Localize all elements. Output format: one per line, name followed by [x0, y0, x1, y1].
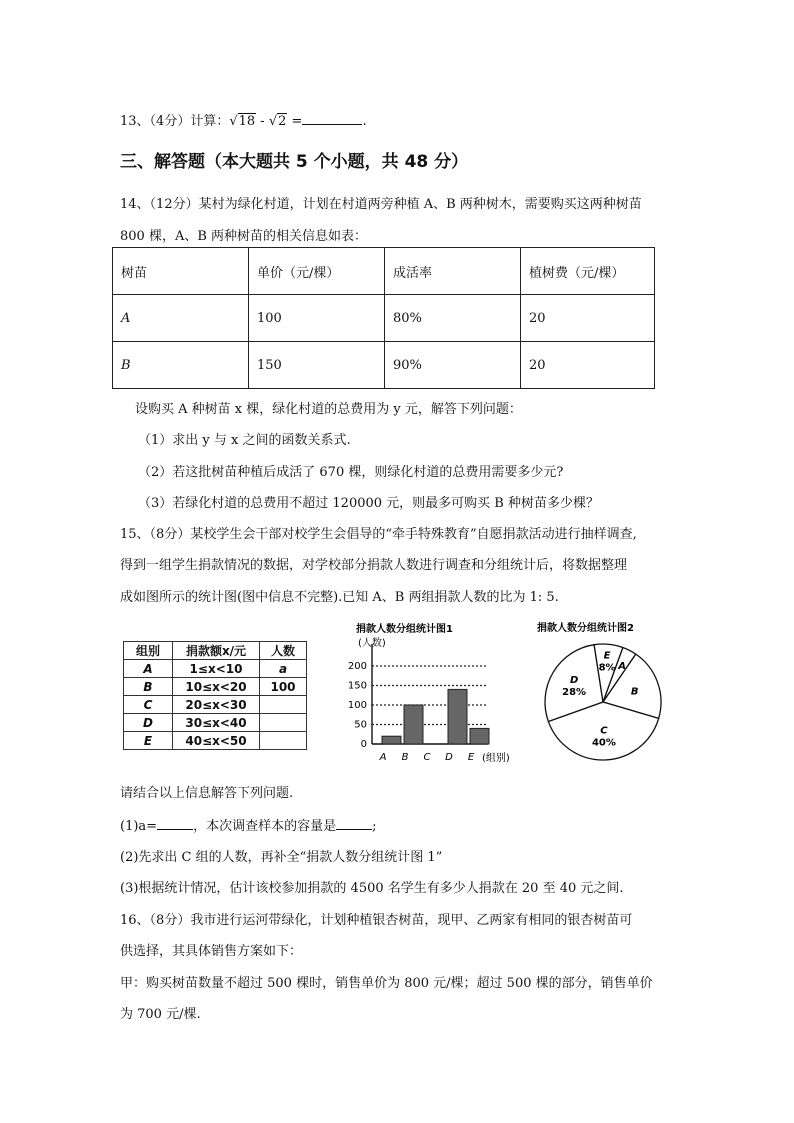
table-cell: E [124, 732, 173, 750]
table-cell: 100 [249, 295, 385, 342]
table-header: 组别 [124, 642, 173, 660]
table-header: 树苗 [113, 248, 249, 295]
table-row [124, 732, 307, 750]
table-header: 成活率 [385, 248, 521, 295]
bar-x-ticks [379, 752, 475, 763]
answer-blank [157, 817, 193, 830]
x-tick-label: E [467, 752, 475, 763]
q14-line2: 800 棵，A、B 两种树苗的相关信息如表： [120, 229, 368, 244]
y-tick-label: 0 [360, 739, 367, 750]
q16-line3: 甲：购买树苗数量不超过 500 棵时，销售单价为 800 元/棵；超过 500 棵的部分，销售单价 [120, 976, 653, 991]
q15-prompt: 请结合以上信息解答下列问题. [120, 786, 294, 801]
q15-sub2: (2)先求出 C 组的人数，再补全“捐款人数分组统计图 1” [120, 850, 443, 865]
bar-series [382, 689, 489, 744]
table-cell: A [124, 660, 173, 678]
pie-chart [525, 612, 680, 767]
table-cell: C [124, 696, 173, 714]
table-row [124, 660, 307, 678]
pie-series [545, 644, 661, 760]
table-cell: A [113, 295, 249, 342]
q14-line1: 14、（12分）某村为绿化村道，计划在村道两旁种植 A、B 两种树木，需要购买这两种树苗 [120, 197, 642, 212]
sqrt-2: √2 [268, 114, 287, 129]
table-row [124, 678, 307, 696]
table-cell: 1≤x<10 [173, 660, 260, 678]
bar-chart-ylabel: (人数) [358, 638, 386, 649]
table-cell: 40≤x<50 [173, 732, 260, 750]
q14-intro: 设购买 A 种树苗 x 棵，绿化村道的总费用为 y 元，解答下列问题： [135, 402, 522, 417]
pie-percent: 28% [562, 686, 587, 698]
pie-percent: 40% [591, 737, 616, 749]
table-row [113, 248, 655, 295]
bar-y-ticks [348, 661, 367, 750]
table-cell [260, 714, 307, 732]
x-tick-label: B [401, 752, 409, 763]
bar-B [404, 705, 423, 744]
q15-sub3: (3)根据统计情况，估计该校参加捐款的 4500 名学生有多少人捐款在 20 至 40 元之间. [120, 881, 624, 896]
bar-A [382, 736, 401, 744]
table-cell: 30≤x<40 [173, 714, 260, 732]
x-tick-label: A [379, 752, 387, 763]
table-cell: 150 [249, 342, 385, 389]
q14-sub2: （2）若这批树苗种植后成活了 670 棵，则绿化村道的总费用需要多少元? [138, 465, 564, 480]
table-cell: B [124, 678, 173, 696]
q15-line3: 成如图所示的统计图(图中信息不完整).已知 A、B 两组捐款人数的比为 1: 5. [120, 590, 559, 605]
table-cell [260, 732, 307, 750]
table-cell [260, 696, 307, 714]
table-cell: 20 [521, 342, 655, 389]
q13-prefix: 13、（4分）计算： [120, 114, 230, 129]
answer-blank [302, 112, 362, 125]
sapling-table [112, 247, 655, 389]
table-header: 捐款额x/元 [173, 642, 260, 660]
bar-chart-title: 捐款人数分组统计图1 [356, 624, 453, 635]
q15-line2: 得到一组学生捐款情况的数据，对学校部分捐款人数进行调查和分组统计后，将数据整理 [120, 558, 628, 573]
pie-label: A [618, 660, 626, 672]
x-tick-label: C [423, 752, 431, 763]
q15-line1: 15、（8分）某校学生会干部对校学生会倡导的“牵手特殊教育”自愿捐款活动进行抽样调查, [120, 527, 637, 542]
bar-chart-xlabel: (组别) [482, 753, 510, 764]
table-cell: a [260, 660, 307, 678]
section-title: 三、解答题（本大题共 5 个小题，共 48 分） [120, 152, 469, 172]
q16-line2: 供选择，其具体销售方案如下： [120, 944, 303, 959]
pie-label: B [630, 686, 639, 698]
group-table [123, 641, 307, 750]
group-table-figure [123, 641, 307, 750]
answer-blank [336, 817, 372, 830]
table-cell: 80% [385, 295, 521, 342]
q16-line1: 16、（8分）我市进行运河带绿化，计划种植银杏树苗，现甲、乙两家有相同的银杏树苗可 [120, 913, 633, 928]
y-tick-label: 150 [347, 680, 367, 692]
table-cell: D [124, 714, 173, 732]
table-cell: B [113, 342, 249, 389]
table-header: 植树费（元/棵） [521, 248, 655, 295]
pie-label: D [569, 674, 579, 686]
pie-label: C [600, 725, 608, 737]
table-cell: 100 [260, 678, 307, 696]
q14-sub3: （3）若绿化村道的总费用不超过 120000 元，则最多可购买 B 种树苗多少棵？ [138, 496, 599, 511]
table-cell: 10≤x<20 [173, 678, 260, 696]
y-tick-label: 200 [347, 661, 367, 672]
table-row [113, 295, 655, 342]
q13: 13、（4分）计算：√18 - √2 = . [120, 114, 367, 129]
x-tick-label: D [445, 752, 453, 763]
pie-label: E [603, 650, 611, 662]
table-row [113, 342, 655, 389]
q16-line4: 为 700 元/棵. [120, 1007, 201, 1022]
table-header: 单价（元/棵） [249, 248, 385, 295]
bar-D [448, 689, 467, 744]
table-header: 人数 [260, 642, 307, 660]
pie-chart-title: 捐款人数分组统计图2 [537, 623, 634, 634]
table-row [124, 642, 307, 660]
bar-chart [330, 618, 530, 768]
table-cell: 20≤x<30 [173, 696, 260, 714]
pie-percent: 8% [598, 662, 616, 674]
q14-sub1: （1）求出 y 与 x 之间的函数关系式. [138, 433, 351, 448]
table-row [124, 714, 307, 732]
table-row [124, 696, 307, 714]
table-cell: 20 [521, 295, 655, 342]
table-cell: 90% [385, 342, 521, 389]
y-tick-label: 100 [347, 700, 367, 711]
q15-sub1: (1)a= ，本次调查样本的容量是 ; [120, 819, 377, 834]
y-tick-label: 50 [354, 719, 367, 731]
bar-E [470, 728, 489, 744]
sqrt-18: √18 [229, 114, 256, 129]
